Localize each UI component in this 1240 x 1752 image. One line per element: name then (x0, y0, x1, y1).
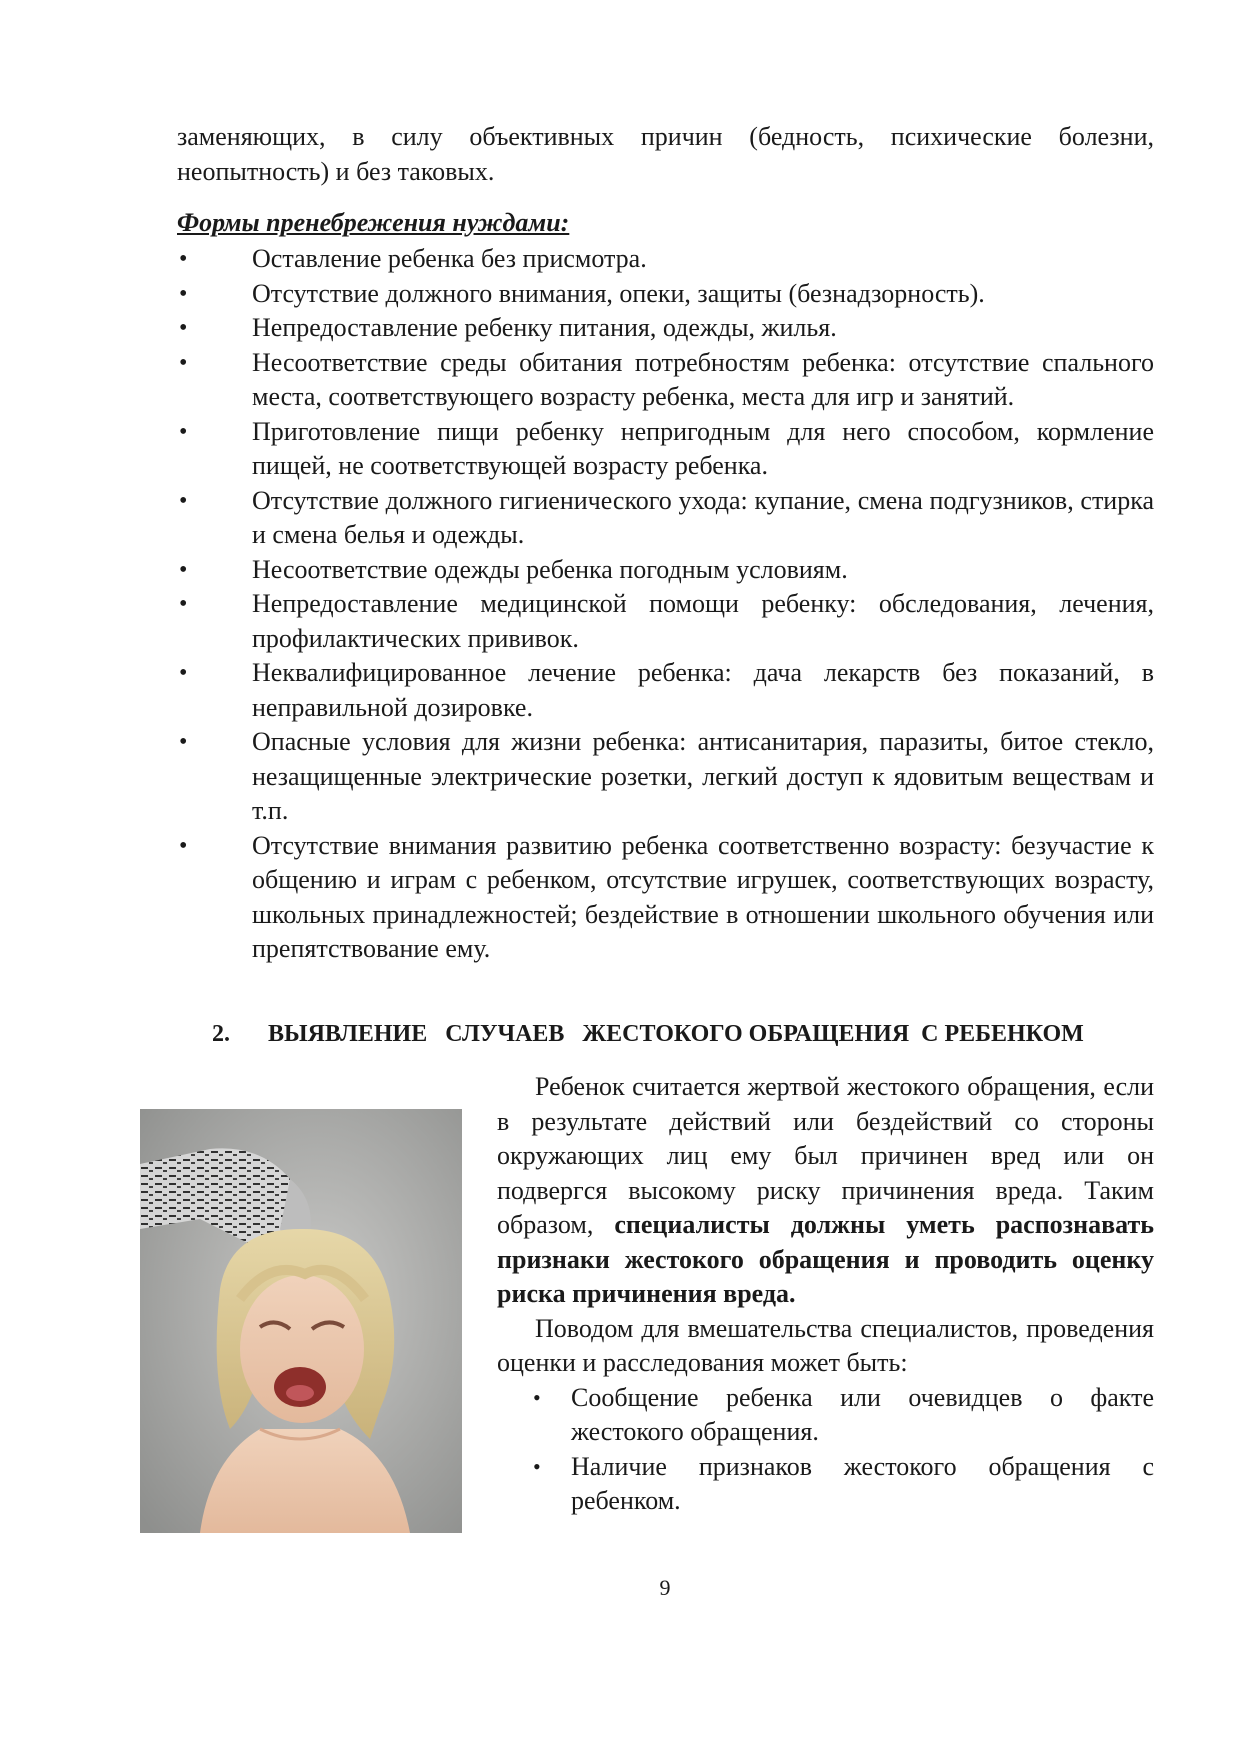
page-number: 9 (659, 1575, 671, 1600)
list-item: • Сообщение ребенка или очевидцев о факте жестокого обращения. (533, 1382, 1154, 1446)
list-item: • Непредоставление медицинской помощи ребенку: обследования, лечения, профилактических прививок. (179, 589, 1154, 653)
list-item: • Несоответствие среды обитания потребностям ребенка: отсутствие спального места, соответствующего возрасту ребенка, места для игр и занятий. (179, 347, 1154, 411)
bullet-icon: • (179, 280, 188, 307)
list-item: • Отсутствие внимания развитию ребенка соответственно возрасту: безучастие к общению и играм с ребенком, отсутствие игрушек, соответствующих возрасту, школьных принадлежностей; бездействие в отношении школьного обучения или препятствование ему. (179, 830, 1154, 963)
bullet-icon: • (179, 418, 188, 445)
emphasis-text: специалисты должны уметь распознавать признаки жестокого обращения и проводить оценку риска причинения вреда. (497, 1210, 1154, 1308)
bullet-icon: • (533, 1453, 541, 1479)
list-item: • Опасные условия для жизни ребенка: антисанитария, паразиты, битое стекло, незащищенные электрические розетки, легкий доступ к ядовитым веществам и т.п. (179, 727, 1154, 825)
bullet-icon: • (179, 660, 188, 686)
section-number: 2. (212, 1021, 230, 1047)
bullet-icon: • (179, 832, 188, 859)
paragraph-intervention-reasons: Поводом для вмешательства специалистов, проведения оценки и расследования может быть: (497, 1313, 1154, 1377)
intervention-list (497, 1381, 1154, 1519)
list-item: • Приготовление пищи ребенку непригодным для него способом, кормление пищей, не соответствующей возрасту ребенка. (179, 416, 1154, 480)
list-item: • Отсутствие должного внимания, опеки, защиты (безнадзорность). (177, 277, 1154, 312)
right-column (497, 1070, 1154, 1519)
list-item: • Наличие признаков жестокого обращения с ребенком. (533, 1451, 1154, 1515)
bullet-icon: • (179, 591, 188, 617)
forms-list (177, 242, 1154, 967)
list-item: • Отсутствие должного гигиенического ухода: купание, смена подгузников, стирка и смена белья и одежды. (179, 485, 1154, 549)
bullet-icon: • (179, 349, 188, 376)
crying-child-photo (140, 1109, 462, 1533)
paragraph-victim-definition: Ребенок считается жертвой жестокого обращения, если в результате действий или бездействий со стороны окружающих лиц ему был причинен вред или он подвергся высокому риску причинения вреда. Таким образом, специалисты должны уметь распознавать признаки жестокого обращения и проводить оценку риска причинения вреда. (497, 1072, 1154, 1308)
section-title: ВЫЯВЛЕНИЕ СЛУЧАЕВ ЖЕСТОКОГО ОБРАЩЕНИЯ С РЕБЕНКОМ (268, 1021, 1084, 1047)
section-heading (212, 1017, 1162, 1051)
bullet-icon: • (179, 556, 188, 583)
list-item: • Неквалифицированное лечение ребенка: дача лекарств без показаний, в неправильной дозировке. (179, 658, 1154, 722)
intro-paragraph: заменяющих, в силу объективных причин (бедность, психические болезни, неопытность) и без таковых. (177, 122, 1154, 186)
list-item: • Непредоставление ребенку питания, одежды, жилья. (177, 311, 1154, 346)
bullet-icon: • (179, 487, 188, 514)
list-item: • Несоответствие одежды ребенка погодным условиям. (177, 553, 1154, 588)
bullet-icon: • (179, 729, 188, 755)
forms-heading: Формы пренебрежения нуждами: (177, 208, 570, 237)
bullet-icon: • (179, 246, 188, 272)
list-item: • Оставление ребенка без присмотра. (177, 242, 1154, 277)
bullet-icon: • (533, 1384, 541, 1410)
bullet-icon: • (179, 315, 188, 341)
